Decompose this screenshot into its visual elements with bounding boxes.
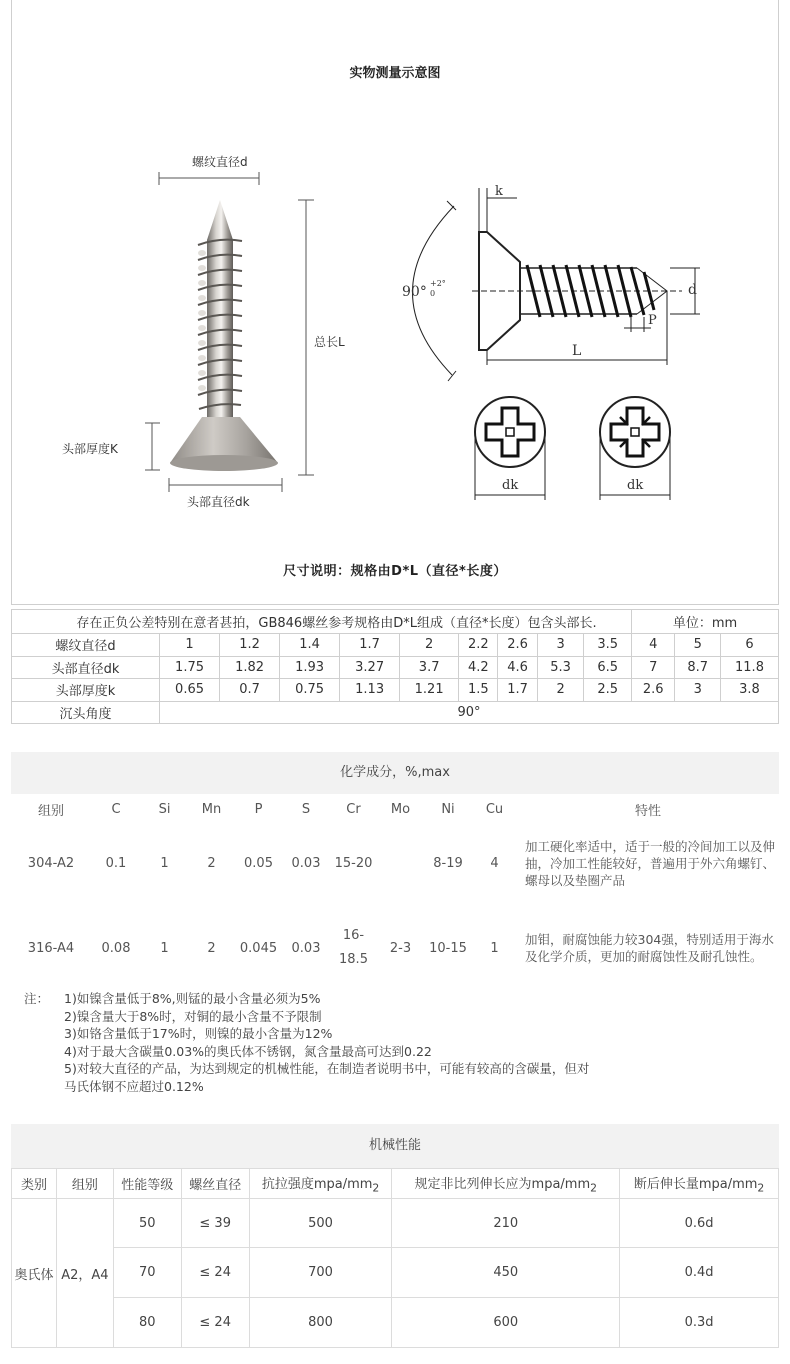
- chemistry-title: 化学成分，%,max: [11, 752, 779, 794]
- label-L: L: [572, 343, 582, 359]
- note-line: 马氏体钢不应超过0.12%: [64, 1078, 204, 1094]
- cell: 210: [392, 1199, 620, 1248]
- unit-subscript: 2: [757, 1181, 765, 1195]
- label-P: P: [648, 313, 657, 328]
- notes-label: 注：: [24, 991, 50, 1006]
- size-table-note: 存在正负公差特别在意者甚拍，GB846螺丝参考规格由D*L组成（直径*长度）包含头部长.: [12, 610, 632, 634]
- cell: 3.27: [340, 656, 400, 679]
- header-cell: 组别: [37, 803, 64, 819]
- cell: 1: [160, 855, 169, 871]
- diagram-title: 实物测量示意图: [349, 66, 441, 81]
- cell: 3.8: [720, 679, 778, 702]
- cell: 7: [631, 656, 674, 679]
- cell: 6: [720, 634, 778, 657]
- cell: 316-A4: [27, 940, 75, 956]
- cell: 450: [392, 1248, 620, 1298]
- cell: 1.2: [220, 634, 280, 657]
- cell: 1.82: [220, 656, 280, 679]
- label-total-L: 总长L: [314, 335, 345, 349]
- cell: 16-18.5: [339, 928, 368, 967]
- label-angle-tol: +2°: [430, 279, 446, 288]
- header-text: 规定非比列伸长应为mpa/mm: [414, 1176, 591, 1192]
- header-cell: Mo: [390, 801, 411, 817]
- label-head-dk: 头部直径dk: [187, 495, 250, 509]
- cell: 1.21: [400, 679, 459, 702]
- header-cell: S: [301, 801, 311, 817]
- cell: 2: [207, 940, 216, 956]
- cell: 2.5: [584, 679, 632, 702]
- cell: 0.6d: [620, 1199, 779, 1248]
- cell: 2: [537, 679, 584, 702]
- cell: 1.4: [280, 634, 340, 657]
- cell: 4.6: [498, 656, 537, 679]
- cell: 11.8: [720, 656, 778, 679]
- label-dk-right: dk: [627, 478, 644, 493]
- cell: 0.75: [280, 679, 340, 702]
- header-cell: Si: [158, 801, 171, 817]
- cell: 2-3: [389, 940, 412, 956]
- cell: 15-20: [334, 855, 373, 871]
- header-cell: 螺丝直径: [181, 1169, 249, 1199]
- cell: 1: [490, 940, 499, 956]
- row-label: 沉头角度: [12, 701, 160, 724]
- label-thread-d: 螺纹直径d: [192, 155, 248, 169]
- cell: 0.05: [244, 855, 273, 871]
- diagram-panel: [11, 0, 779, 605]
- cell: 1.7: [340, 634, 400, 657]
- label-head-K: 头部厚度K: [62, 442, 118, 456]
- table-row: [12, 701, 779, 724]
- cell: 0.3d: [620, 1298, 779, 1348]
- header-cell: [620, 1169, 779, 1199]
- cell: 1.5: [459, 679, 498, 702]
- chemistry-header-row: [11, 794, 779, 824]
- row-label: 头部厚度k: [12, 679, 160, 702]
- cell: 3.5: [584, 634, 632, 657]
- cell: 1: [160, 634, 220, 657]
- cell: 2.6: [498, 634, 537, 657]
- group-cell: A2，A4: [56, 1199, 113, 1348]
- technical-drawing: [382, 170, 702, 510]
- cell: 2: [400, 634, 459, 657]
- properties-cell: 加钼，耐腐蚀能力较304强，特别适用于海水及化学介质，更加的耐腐蚀性及耐孔蚀性。: [525, 932, 774, 964]
- label-angle: 90°: [402, 284, 427, 300]
- cell: 1.93: [280, 656, 340, 679]
- header-cell: [392, 1169, 620, 1199]
- label-d: d: [688, 282, 697, 298]
- cell: 10-15: [429, 940, 467, 956]
- header-text: 断后伸长量mpa/mm: [633, 1176, 758, 1192]
- header-text: 抗拉强度mpa/mm: [261, 1176, 373, 1192]
- cell: 3: [675, 679, 721, 702]
- size-table-unit: 单位：mm: [631, 610, 778, 634]
- cell: 1: [160, 940, 169, 956]
- header-cell: C: [111, 801, 121, 817]
- table-row: [12, 679, 779, 702]
- cell: 4: [631, 634, 674, 657]
- unit-subscript: 2: [590, 1181, 598, 1195]
- cell: 0.045: [239, 940, 278, 956]
- note-line: 4)对于最大含碳量0.03%的奥氏体不锈钢，氮含量最高可达到0.22: [64, 1043, 432, 1059]
- angle-value: 90°: [160, 701, 779, 724]
- note-line: 5)对较大直径的产品，为达到规定的机械性能，在制造者说明书中，可能有较高的含碳量，但对: [64, 1061, 590, 1077]
- cell: 0.1: [105, 855, 127, 871]
- cell: 700: [249, 1248, 392, 1298]
- header-cell: [249, 1169, 392, 1199]
- cell: 50: [113, 1199, 181, 1248]
- cell: 0.7: [220, 679, 280, 702]
- note-line: 3)如铬含量低于17%时，则镍的最小含量为12%: [64, 1026, 333, 1042]
- cell: 5.3: [537, 656, 584, 679]
- table-row: [12, 1248, 779, 1298]
- cell: 80: [113, 1298, 181, 1348]
- cell: [377, 824, 424, 902]
- cell: 0.65: [160, 679, 220, 702]
- row-label: 头部直径dk: [12, 656, 160, 679]
- cell: 0.08: [101, 940, 131, 956]
- cell: 5: [675, 634, 721, 657]
- row-label: 螺纹直径d: [12, 634, 160, 657]
- cell: 3: [537, 634, 584, 657]
- cell: 8.7: [675, 656, 721, 679]
- unit-subscript: 2: [372, 1181, 380, 1195]
- cell: 1.13: [340, 679, 400, 702]
- header-cell: 类别: [12, 1169, 57, 1199]
- table-row: [12, 1298, 779, 1348]
- table-row: [12, 634, 779, 657]
- cell: 0.4d: [620, 1248, 779, 1298]
- cell: 6.5: [584, 656, 632, 679]
- mechanical-header-row: [12, 1169, 779, 1199]
- screw-photo: [52, 145, 362, 515]
- notes: [24, 990, 589, 1096]
- cell: 800: [249, 1298, 392, 1348]
- note-line: 1)如镍含量低于8%,则锰的最小含量必须为5%: [64, 991, 321, 1006]
- mechanical-title: 机械性能: [11, 1124, 779, 1168]
- cell: 4.2: [459, 656, 498, 679]
- size-table-header: [12, 610, 779, 634]
- cell: 2.2: [459, 634, 498, 657]
- header-cell: 组别: [56, 1169, 113, 1199]
- cell: 1.7: [498, 679, 537, 702]
- diagram-caption: 尺寸说明：规格由D*L（直径*长度）: [283, 564, 507, 579]
- note-line: 2)镍含量大于8%时，对铜的最小含量不予限制: [64, 1008, 322, 1024]
- cell: 8-19: [433, 855, 463, 871]
- mechanical-table: [11, 1168, 779, 1348]
- cell: ≤ 24: [181, 1248, 249, 1298]
- cell: ≤ 24: [181, 1298, 249, 1348]
- cell: 304-A2: [27, 855, 75, 871]
- cell: 4: [490, 855, 499, 871]
- cell: 2.6: [631, 679, 674, 702]
- cell: ≤ 39: [181, 1199, 249, 1248]
- label-k: k: [495, 184, 503, 199]
- cell: 3.7: [400, 656, 459, 679]
- size-table: [11, 609, 779, 724]
- header-cell: 特性: [634, 803, 661, 819]
- header-cell: Cu: [485, 801, 504, 817]
- header-cell: Ni: [441, 801, 455, 817]
- header-cell: P: [254, 801, 263, 817]
- table-row: [11, 902, 779, 994]
- cell: 70: [113, 1248, 181, 1298]
- header-cell: 性能等级: [113, 1169, 181, 1199]
- header-cell: Cr: [346, 801, 361, 817]
- mechanical-section: [11, 1124, 779, 1348]
- cell: 0.03: [291, 940, 321, 956]
- header-cell: Mn: [201, 801, 222, 817]
- table-row: [11, 824, 779, 902]
- label-angle-tol0: 0: [430, 289, 436, 298]
- cell: 0.03: [291, 855, 321, 871]
- chemistry-table: [11, 794, 779, 994]
- cell: 500: [249, 1199, 392, 1248]
- cell: 600: [392, 1298, 620, 1348]
- table-row: [12, 1199, 779, 1248]
- chemistry-section: [11, 752, 779, 994]
- table-row: [12, 656, 779, 679]
- label-dk-left: dk: [502, 478, 519, 493]
- category-cell: 奥氏体: [12, 1199, 57, 1348]
- properties-cell: 加工硬化率适中，适于一般的冷间加工以及伸抽，冷加工性能较好，普遍用于外六角螺钉、螺母以及垫圈产品: [525, 838, 776, 888]
- cell: 1.75: [160, 656, 220, 679]
- cell: 2: [207, 855, 216, 871]
